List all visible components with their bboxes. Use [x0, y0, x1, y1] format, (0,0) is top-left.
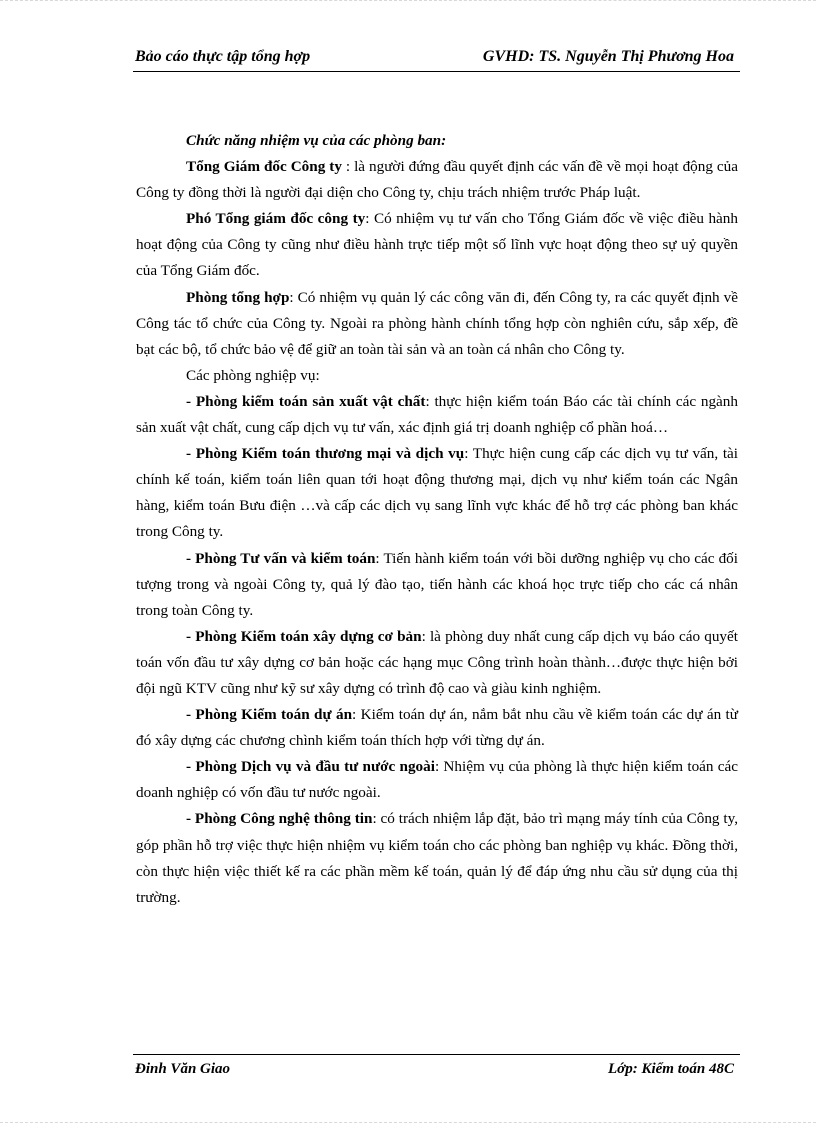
paragraph-project-audit: [136, 702, 738, 754]
header-supervisor: GVHD: TS. Nguyễn Thị Phương Hoa: [482, 48, 734, 65]
paragraph-text: : Tiến hành kiểm toán với bồi dưỡng nghiệp vụ cho các đối tượng trong và ngoài Công ty, quả lý đào tạo, tiến hành các khoá học trực tiếp cho các cá nhân trong toàn Công ty.: [136, 549, 738, 619]
paragraph-text: : Kiểm toán dự án, nắm bắt nhu cầu về kiểm toán các dự án từ đó xây dựng các chương chình kiểm toán thích hợp với từng dự án.: [136, 706, 739, 750]
footer-author: Đinh Văn Giao: [135, 1061, 231, 1077]
paragraph-general-office: [136, 285, 738, 363]
paragraph-text: : là người đứng đầu quyết định các vấn đề về mọi hoạt động của Công ty đồng thời là người đại diện cho Công ty, chịu trách nhiệm trước Pháp luật.: [136, 158, 738, 202]
paragraph-term: - Phòng Kiểm toán thương mại và dịch vụ: [186, 445, 465, 463]
paragraph-trade-services-audit: [136, 441, 738, 545]
paragraph-text: : thực hiện kiểm toán Báo các tài chính các ngành sản xuất vật chất, cung cấp dịch vụ tư vấn, xác định giá trị doanh nghiệp cổ phần hoá…: [136, 392, 738, 437]
paragraph-term: - Phòng kiểm toán sản xuất vật chất: [186, 392, 426, 410]
paragraph-text: Các phòng nghiệp vụ:: [186, 366, 320, 384]
section-heading: Chức năng nhiệm vụ của các phòng ban:: [186, 132, 447, 149]
document-body: [136, 128, 738, 911]
paragraph-term: - Phòng Tư vấn và kiểm toán: [186, 549, 376, 567]
header-report-title: Bảo cáo thực tập tổng hợp: [135, 48, 311, 65]
paragraph-term: Tổng Giám đốc Công ty: [186, 158, 342, 176]
paragraph-deputy-director: [136, 206, 738, 284]
paragraph-text: : Nhiệm vụ của phòng là thực hiện kiểm toán các doanh nghiệp có vốn đầu tư nước ngoài.: [136, 758, 739, 802]
paragraph-term: Phòng tổng hợp: [186, 288, 290, 306]
paragraph-text: : Thực hiện cung cấp các dịch vụ tư vấn, tài chính kế toán, kiểm toán liên quan tới hoạt động thương mại, dịch vụ như kiểm toán các Ngân hàng, kiểm toán Bưu điện …và cấp các dịch vụ sang lĩnh vực khác để hỗ trợ các phòng ban khác trong Công ty.: [136, 445, 738, 541]
footer-class: Lớp: Kiểm toán 48C: [608, 1061, 734, 1077]
paragraph-term: - Phòng Công nghệ thông tin: [186, 810, 373, 828]
paragraph-term: Phó Tổng giám đốc công ty: [186, 210, 366, 228]
paragraph-consulting-audit: [136, 546, 738, 624]
paragraph-foreign-investment: [136, 754, 738, 806]
paragraph-text: : có trách nhiệm lắp đặt, bảo trì mạng máy tính của Công ty, góp phần hỗ trợ việc thực hiện nhiệm vụ kiểm toán cho các phòng ban nghiệp vụ khác. Đồng thời, còn thực hiện việc thiết kế ra các phần mềm kế toán, quản lý để đáp ứng nhu cầu sử dụng của thị trường.: [136, 810, 739, 906]
page-footer: [133, 1054, 740, 1077]
paragraph-text: : là phòng duy nhất cung cấp dịch vụ báo cáo quyết toán vốn đầu tư xây dựng cơ bản hoặc các hạng mục Công trình hoàn thành…được thực hiện bởi đội ngũ KTV cũng như kỹ sư xây dựng có trình độ cao và giàu kinh nghiệm.: [136, 627, 738, 697]
paragraph-text: : Có nhiệm vụ tư vấn cho Tổng Giám đốc về việc điều hành hoạt động của Công ty cũng như điều hành trực tiếp một số lĩnh vực hoạt động theo sự uỷ quyền của Tổng Giám đốc.: [136, 210, 738, 280]
paragraph-departments-intro: [136, 363, 738, 389]
paragraph-text: : Có nhiệm vụ quản lý các công văn đi, đến Công ty, ra các quyết định về Công tác tổ chức của Công ty. Ngoài ra phòng hành chính tổng hợp còn nghiên cứu, sắp xếp, đề bạt các bộ, tổ chức bảo vệ để giữ an toàn tài sản và an toàn cá nhân cho Công ty.: [136, 288, 738, 358]
paragraph-construction-audit: [136, 624, 738, 702]
paragraph-information-technology: [136, 806, 738, 910]
paragraph-term: - Phòng Kiểm toán xây dựng cơ bản: [186, 627, 422, 645]
paragraph-material-production-audit: [136, 389, 738, 441]
paragraph-general-director: [136, 154, 738, 206]
paragraph-term: - Phòng Dịch vụ và đầu tư nước ngoài: [186, 758, 435, 776]
paragraph-term: - Phòng Kiểm toán dự án: [186, 706, 353, 724]
page-header: [133, 45, 740, 72]
